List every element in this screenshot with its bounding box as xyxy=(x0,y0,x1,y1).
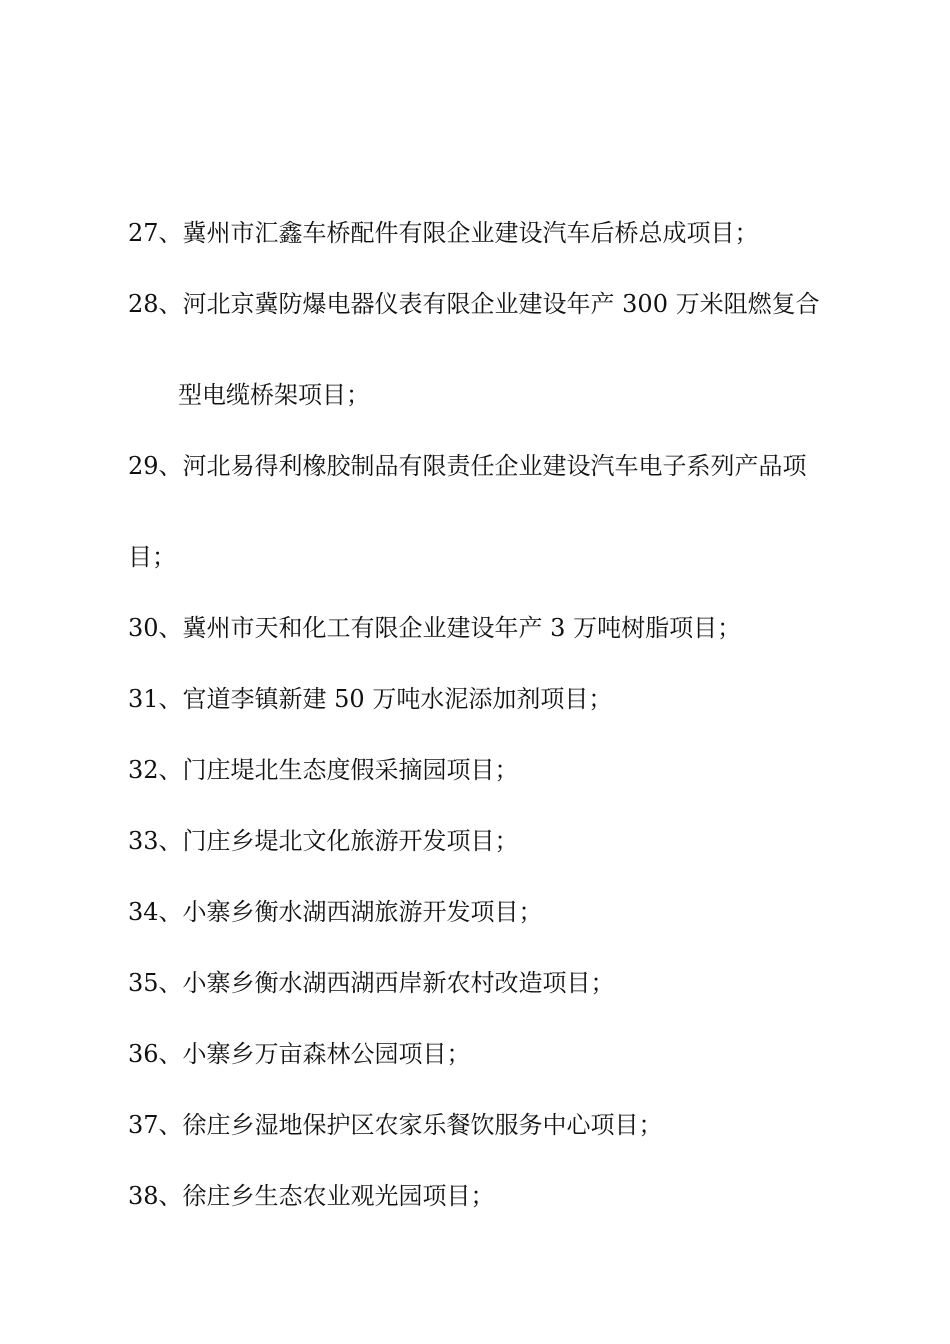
list-item-37: 37、徐庄乡湿地保护区农家乐餐饮服务中心项目； xyxy=(128,1111,663,1139)
list-item-28-continuation: 型电缆桥架项目； xyxy=(178,381,370,409)
list-item-32: 32、门庄堤北生态度假采摘园项目； xyxy=(128,756,519,784)
list-item-36: 36、小寨乡万亩森林公园项目； xyxy=(128,1040,471,1068)
list-item-33: 33、门庄乡堤北文化旅游开发项目； xyxy=(128,827,519,855)
list-item-35: 35、小寨乡衡水湖西湖西岸新农村改造项目； xyxy=(128,969,615,997)
list-item-34: 34、小寨乡衡水湖西湖旅游开发项目； xyxy=(128,898,543,926)
list-item-30: 30、冀州市天和化工有限企业建设年产 3 万吨树脂项目； xyxy=(128,614,742,642)
list-item-27: 27、冀州市汇鑫车桥配件有限企业建设汽车后桥总成项目； xyxy=(128,219,759,247)
list-item-29: 29、河北易得利橡胶制品有限责任企业建设汽车电子系列产品项 xyxy=(128,452,807,480)
list-item-29-continuation: 目； xyxy=(128,543,176,571)
list-item-28: 28、河北京冀防爆电器仪表有限企业建设年产 300 万米阻燃复合 xyxy=(128,290,820,318)
list-item-31: 31、官道李镇新建 50 万吨水泥添加剂项目； xyxy=(128,685,613,713)
list-item-38: 38、徐庄乡生态农业观光园项目； xyxy=(128,1182,495,1210)
